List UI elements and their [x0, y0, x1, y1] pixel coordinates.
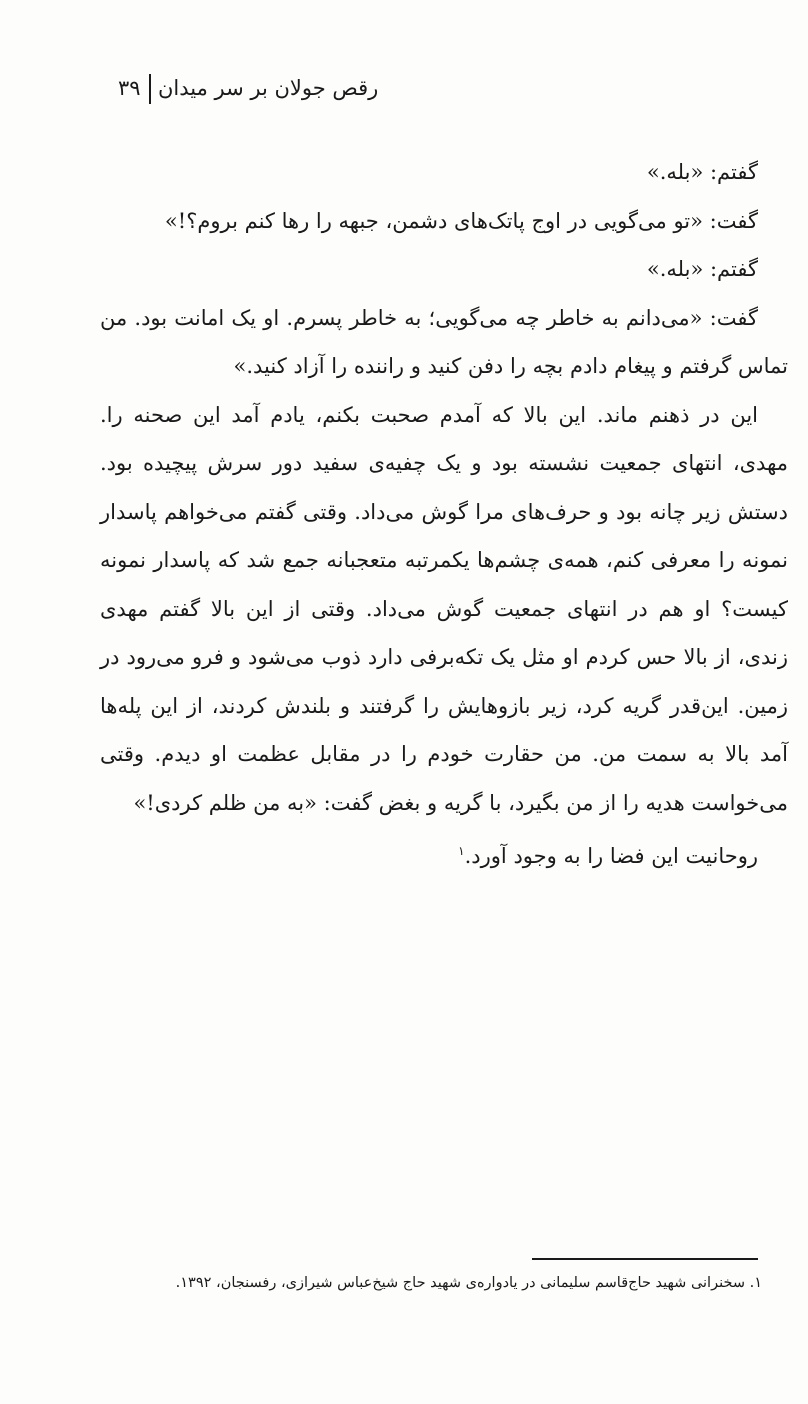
dialogue-line: گفتم: «بله.»: [646, 160, 758, 184]
footnote: ۱. سخنرانی شهید حاج‌قاسم سلیمانی در یادواره‌ی شهید حاج شیخ‌عباس شیرازی، رفسنجان، ۱۳۹۲.: [175, 1275, 762, 1291]
book-title: رقص جولان بر سر میدان: [158, 76, 379, 100]
narrative-paragraph: این در ذهنم ماند. این بالا که آمدم صحبت بکنم، یادم آمد این صحنه را. مهدی، انتهای جمعیت نشسته بود و یک چفیه‌ی سفید دور سرش پیچیده بود. دستش زیر چانه بود و حرف‌های مرا گوش می‌داد. وقتی گفتم می‌خواهم پاسدار نمونه را معرفی کنم، همه‌ی چشم‌ها یکمرتبه متعجبانه جمع شد که پاسدار نمونه کیست؟ او هم در انتهای جمعیت گوش می‌داد. وقتی از این بالا گفتم مهدی زندی، از بالا حس کردم او مثل یک تکه‌برفی دارد ذوب می‌شود و فرو می‌رود در زمین. این‌قدر گریه کرد، زیر بازوهایش را گرفتند و بلندش کردند، از این پله‌ها آمد بالا به سمت من. من حقارت خودم را در مقابل عظمت او دیدم. وقتی می‌خواست هدیه را از من بگیرد، با گریه و بغض گفت: «به من ظلم کردی!»: [100, 402, 788, 815]
page-number: ۳۹: [118, 76, 141, 100]
footnote-reference: ۱: [458, 844, 465, 858]
dialogue-line: گفتم: «بله.»: [646, 257, 758, 281]
closing-paragraph: [100, 827, 788, 881]
footnote-separator: [532, 1258, 758, 1260]
dialogue-paragraph: گفت: «می‌دانم به خاطر چه می‌گویی؛ به خاطر پسرم. او یک امانت بود. من تماس گرفتم و پیغام دادم بچه را دفن کنید و راننده را آزاد کنید.»: [100, 305, 788, 378]
dialogue-line: گفت: «تو می‌گویی در اوج پاتک‌های دشمن، جبهه را رها کنم بروم؟!»: [164, 208, 758, 233]
main-text: [100, 148, 788, 881]
closing-sentence: روحانیت این فضا را به وجود آورد.: [464, 844, 758, 868]
running-header: [0, 70, 808, 110]
header-divider: [149, 74, 151, 104]
